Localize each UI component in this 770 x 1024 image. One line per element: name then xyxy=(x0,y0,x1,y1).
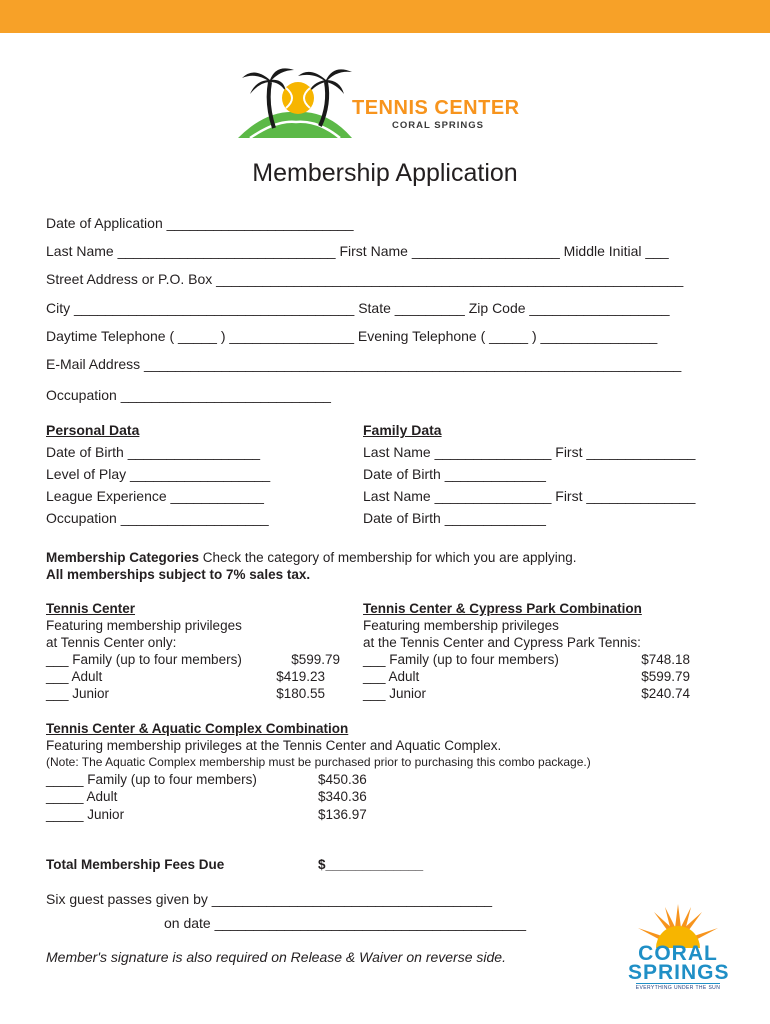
guest-date-field[interactable]: on date ________________________________________ xyxy=(164,915,527,931)
family-dob-field-1[interactable]: Date of Birth _____________ xyxy=(363,466,546,482)
telephone-fields[interactable]: Daytime Telephone ( _____ ) ________________ Evening Telephone ( _____ ) _______________ xyxy=(46,328,658,344)
cypress-adult-option[interactable]: ___ Adult xyxy=(363,669,420,684)
tennis-center-heading: Tennis Center xyxy=(46,601,136,616)
guest-passes-field[interactable]: Six guest passes given by ____________________________________ xyxy=(46,891,493,907)
logo-subtitle: CORAL SPRINGS xyxy=(392,120,485,131)
tennis-family-option[interactable]: ___ Family (up to four members) xyxy=(46,652,242,667)
city-logo-line1: CORAL xyxy=(638,942,718,965)
aquatic-combo-note: (Note: The Aquatic Complex membership must be purchased prior to purchasing this combo package.) xyxy=(46,755,591,769)
tennis-center-desc-2: at Tennis Center only: xyxy=(46,635,177,650)
aquatic-combo-heading: Tennis Center & Aquatic Complex Combination xyxy=(46,721,349,736)
personal-league-field[interactable]: League Experience ____________ xyxy=(46,488,264,504)
cypress-junior-option[interactable]: ___ Junior xyxy=(363,686,427,701)
aquatic-junior-option[interactable]: _____ Junior xyxy=(46,807,125,822)
palm-trees-icon xyxy=(236,62,356,144)
top-color-bar xyxy=(0,0,770,33)
family-dob-field-2[interactable]: Date of Birth _____________ xyxy=(363,510,546,526)
cypress-family-option[interactable]: ___ Family (up to four members) xyxy=(363,652,559,667)
tennis-adult-option[interactable]: ___ Adult xyxy=(46,669,103,684)
family-data-heading: Family Data xyxy=(363,422,442,438)
tennis-center-desc-1: Featuring membership privileges xyxy=(46,618,242,633)
city-logo-tagline: EVERYTHING UNDER THE SUN xyxy=(635,985,721,991)
tennis-junior-option[interactable]: ___ Junior xyxy=(46,686,110,701)
aquatic-family-price: $450.36 xyxy=(318,772,367,787)
personal-occupation-field[interactable]: Occupation ___________________ xyxy=(46,510,269,526)
cypress-junior-price: $240.74 xyxy=(641,686,690,701)
aquatic-family-option[interactable]: _____ Family (up to four members) xyxy=(46,772,257,787)
city-logo-divider xyxy=(636,983,720,984)
aquatic-adult-price: $340.36 xyxy=(318,789,367,804)
total-fees-field[interactable]: $_____________ xyxy=(318,857,424,872)
page-title: Membership Application xyxy=(252,159,518,187)
family-name-field-2[interactable]: Last Name _______________ First ______________ xyxy=(363,488,696,504)
city-logo-line2: SPRINGS xyxy=(628,961,730,984)
tennis-adult-price: $419.23 xyxy=(276,669,325,684)
cypress-combo-desc-2: at the Tennis Center and Cypress Park Tennis: xyxy=(363,635,641,650)
city-state-zip-fields[interactable]: City ____________________________________ State _________ Zip Code __________________ xyxy=(46,300,670,316)
sales-tax-note: All memberships subject to 7% sales tax. xyxy=(46,567,311,582)
tennis-family-price: $599.79 xyxy=(291,652,340,667)
aquatic-adult-option[interactable]: _____ Adult xyxy=(46,789,118,804)
cypress-family-price: $748.18 xyxy=(641,652,690,667)
cypress-combo-heading: Tennis Center & Cypress Park Combination xyxy=(363,601,642,616)
signature-note: Member's signature is also required on Release & Waiver on reverse side. xyxy=(46,949,506,965)
tennis-junior-price: $180.55 xyxy=(276,686,325,701)
total-fees-label: Total Membership Fees Due xyxy=(46,857,225,872)
email-field[interactable]: E-Mail Address _____________________________________________________________________ xyxy=(46,356,682,372)
date-of-application-field[interactable]: Date of Application ________________________ xyxy=(46,215,354,231)
cypress-combo-desc-1: Featuring membership privileges xyxy=(363,618,559,633)
personal-dob-field[interactable]: Date of Birth _________________ xyxy=(46,444,261,460)
logo-title: TENNIS CENTER xyxy=(352,97,520,119)
membership-categories-intro xyxy=(46,549,577,566)
occupation-field[interactable]: Occupation ___________________________ xyxy=(46,387,331,403)
name-fields[interactable]: Last Name ____________________________ First Name ___________________ Middle Initial ___ xyxy=(46,243,669,259)
family-name-field-1[interactable]: Last Name _______________ First ______________ xyxy=(363,444,696,460)
aquatic-combo-desc: Featuring membership privileges at the Tennis Center and Aquatic Complex. xyxy=(46,738,502,753)
personal-data-heading: Personal Data xyxy=(46,422,140,438)
categories-text: Check the category of membership for which you are applying. xyxy=(199,550,577,565)
categories-label: Membership Categories xyxy=(46,550,200,565)
cypress-adult-price: $599.79 xyxy=(641,669,690,684)
personal-level-field[interactable]: Level of Play __________________ xyxy=(46,466,271,482)
sun-icon xyxy=(628,898,728,948)
aquatic-junior-price: $136.97 xyxy=(318,807,367,822)
street-address-field[interactable]: Street Address or P.O. Box ____________________________________________________________ xyxy=(46,271,684,287)
